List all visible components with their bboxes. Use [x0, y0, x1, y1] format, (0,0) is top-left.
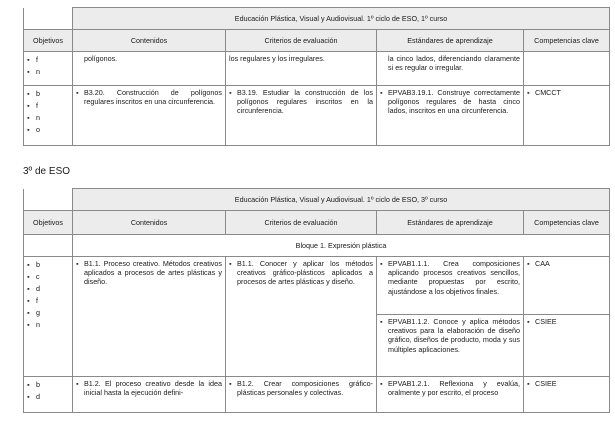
criterios-cell: B1.1. Conocer y aplicar los métodos creativos gráfico-plásticos aplicados a procesos de artes plásticas y diseño. [237, 259, 373, 287]
criterios-cell: B1.2. Crear composiciones gráfico-plásticas personales y colectivas. [237, 379, 373, 398]
table-row: ▪ b ▪ d ▪ B1.2. El proceso creativo desde la idea inicial hasta la ejecución defini- ▪ B1.2. Crear composiciones gráfico-plásticas personales y colectivas. ▪ EPVAB1.2.1. Reflexiona y evalúa, oralmente y por escrito, el proceso ▪ CSIEE [24, 377, 610, 413]
table-row: ▪ b ▪ c ▪ d ▪ f ▪ g ▪ n ▪ B1.1. Proceso creativo. Métodos creativos aplicados a procesos de artes plásticas y diseño. ▪ B1.1. Conocer y aplicar los métodos creativos gráfico-plásticos aplicados a procesos de artes plásticas y diseño. ▪ EPVAB1.1.1. Crea composiciones aplicando procesos creativos sencillos, mediante propuestas por escrito, ajustándose a los objetivos finales. ▪ CAA [24, 257, 610, 315]
table-row: ▪ b ▪ f ▪ n ▪ o ▪ B3.20. Construcción de polígonos regulares inscritos en una circunferencia. ▪ B3.19. Estudiar la construcción de los polígonos regulares inscritos en la circunferencia. ▪ EPVAB3.19.1. Construye correctamente polígonos regulares de hasta cinco lados, inscritos en una circunferencia. ▪ CMCCT [24, 86, 610, 146]
objetivos-list: ▪ b ▪ d [27, 380, 40, 401]
table-row [24, 52, 610, 86]
contenidos-cell: B1.2. El proceso creativo desde la idea inicial hasta la ejecución defini- [84, 379, 222, 398]
objetivos-list: ▪ b ▪ f ▪ n ▪ o [27, 89, 40, 134]
estandares-cell: EPVAB3.19.1. Construye correctamente polígonos regulares de hasta cinco lados, inscritos en una circunferencia. [388, 88, 520, 116]
estandares-cell: EPVAB1.2.1. Reflexiona y evalúa, oralmente y por escrito, el proceso [388, 379, 520, 398]
criterios-cell: B3.19. Estudiar la construcción de los polígonos regulares inscritos en la circunferencia. [237, 88, 373, 116]
col-header-objetivos: Objetivos [24, 211, 73, 235]
col-header-objetivos: Objetivos [24, 30, 73, 52]
table2-title: Educación Plástica, Visual y Audiovisual. 1º ciclo de ESO, 3º curso [73, 189, 610, 211]
block-title: Bloque 1. Expresión plástica [73, 235, 610, 257]
col-header-criterios: Criterios de evaluación [226, 211, 377, 235]
contenidos-cell: polígonos. [84, 54, 118, 63]
curriculum-table-1 [23, 7, 610, 146]
competencias-cell: CAA [535, 259, 550, 268]
competencias-cell: CMCCT [535, 88, 561, 97]
contenidos-cell: B3.20. Construcción de polígonos regulares inscritos en una circunferencia. [84, 88, 222, 107]
table-row: ▪ EPVAB1.1.2. Conoce y aplica métodos creativos para la elaboración de diseño gráfico, diseños de producto, moda y sus múltiples aplicaciones. ▪ CSIEE [24, 315, 610, 377]
curriculum-table-2 [23, 188, 610, 413]
col-header-contenidos: Contenidos [73, 30, 226, 52]
table1-title: Educación Plástica, Visual y Audiovisual. 1º ciclo de ESO, 1º curso [73, 8, 610, 30]
section-heading: 3º de ESO [23, 166, 71, 177]
estandares-cell: EPVAB1.1.1. Crea composiciones aplicando procesos creativos sencillos, mediante propuestas por escrito, ajustándose a los objetivos finales. [388, 259, 520, 296]
objetivos-list: ▪ b ▪ c ▪ d ▪ f ▪ g ▪ n [27, 260, 40, 329]
competencias-cell: CSIEE [535, 317, 557, 326]
objetivos-list: ▪ f ▪ n [27, 55, 40, 76]
col-header-contenidos: Contenidos [73, 211, 226, 235]
col-header-competencias: Competencias clave [524, 211, 610, 235]
col-header-estandares: Estándares de aprendizaje [377, 30, 524, 52]
col-header-competencias: Competencias clave [524, 30, 610, 52]
criterios-cell: los regulares y los irregulares. [229, 54, 325, 63]
col-header-criterios: Criterios de evaluación [226, 30, 377, 52]
contenidos-cell: B1.1. Proceso creativo. Métodos creativos aplicados a procesos de artes plásticas y diseño. [84, 259, 222, 287]
col-header-estandares: Estándares de aprendizaje [377, 211, 524, 235]
competencias-cell: CSIEE [535, 379, 557, 388]
estandares-cell: EPVAB1.1.2. Conoce y aplica métodos creativos para la elaboración de diseño gráfico, diseños de producto, moda y sus múltiples aplicaciones. [388, 317, 520, 354]
estandares-cell: la cinco lados, diferenciando claramente si es regular o irregular. [388, 54, 520, 73]
